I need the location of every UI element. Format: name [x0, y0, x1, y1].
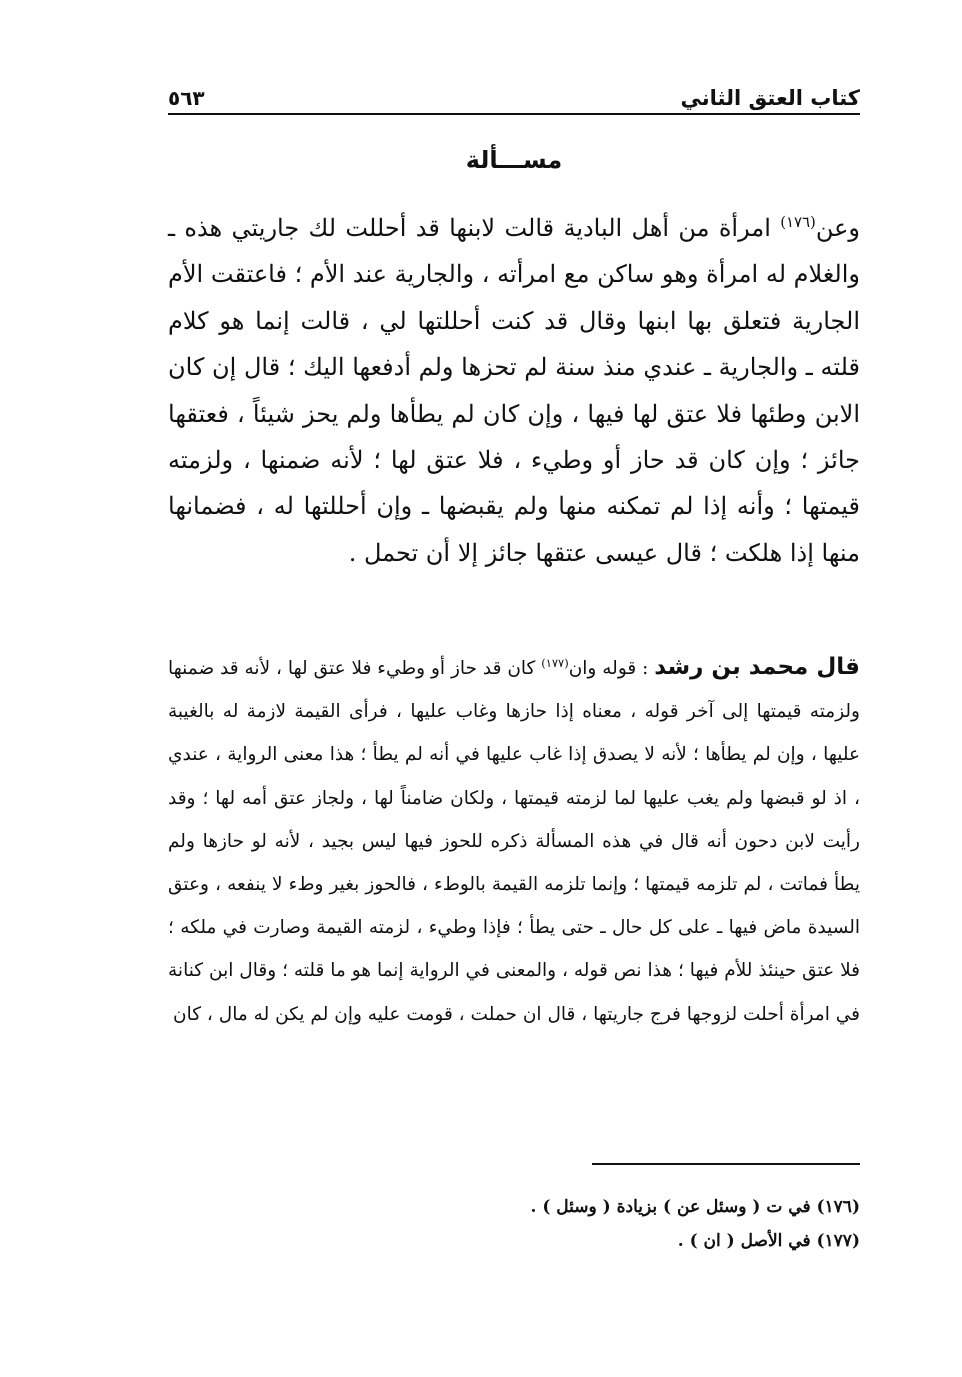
page-number: ٥٦٣ — [168, 86, 205, 110]
footnote-text: في ت ( وسئل عن ) بزيادة ( وسئل ) . — [530, 1197, 817, 1217]
footnote-ref-176: (١٧٦) — [780, 213, 816, 231]
footnote-number: (١٧٦) — [816, 1197, 860, 1217]
header-rule — [168, 113, 860, 115]
paragraph-1-text: امرأة من أهل البادية قالت لابنها قد أحللت لك جاريتي هذه ـ والغلام له امرأة وهو ساكن مع امرأته ، والجارية عند الأم ؛ فاعتقت الأم الجارية فتعلق بها ابنها وقال قد كنت أحللتها لي ، قالت إنما هو كلام قلته ـ والجارية ـ عندي منذ سنة لم تحزها ولم أدفعها اليك ؛ قال إن كان الابن وطئها فلا عتق لها فيها ، وإن كان لم يطأها ولم يحز شيئاً ، فعتقها جائز ؛ وإن كان قد حاز أو وطيء ، فلا عتق لها ؛ لأنه ضمنها ، ولزمته قيمتها ؛ وأنه إذا لم تمكنه منها ولم يقبضها ـ وإن أحللتها له ، فضمانها منها إذا هلكت ؛ قال عيسى عتقها جائز إلا أن تحمل . — [168, 214, 861, 567]
speaker-name: قال محمد بن رشد — [654, 654, 860, 680]
paragraph-1-lead: وعن — [815, 214, 860, 242]
footnote-ref-177: (١٧٧) — [541, 655, 569, 670]
footnote-176 — [168, 1190, 860, 1224]
paragraph-1 — [168, 205, 860, 576]
paragraph-2 — [168, 646, 860, 1036]
footnote-text: في الأصل ( ان ) . — [677, 1231, 817, 1251]
page-header — [168, 72, 860, 112]
running-title: كتاب العتق الثاني — [680, 86, 860, 110]
section-heading: مســـألة — [465, 146, 563, 174]
paragraph-2-lead: : قوله وان — [568, 658, 655, 679]
footnote-number: (١٧٧) — [816, 1231, 860, 1251]
paragraph-2-text: كان قد حاز أو وطيء فلا عتق لها ، لأنه قد ضمنها ولزمته قيمتها إلى آخر قوله ، معناه إذا حازها وغاب عليها ، فرأى القيمة لازمة له بالغيبة عليها ، وإن لم يطأها ؛ لأنه لا يصدق إذا غاب عليها في أنه لم يطأ ؛ هذا معنى الرواية ، عندي ، اذ لو قبضها ولم يغب عليها لما لزمته قيمتها ، ولكان ضامناً لها ، ولجاز عتق أمه لها ؛ وقد رأيت لابن دحون أنه قال في هذه المسألة ذكره للحوز فيها ليس بجيد ، لأنه لو حازها ولم يطأ فماتت ، لم تلزمه قيمتها ؛ وإنما تلزمه القيمة بالوطء ، فالحوز بغير وطء لا ينفعه ، وعتق السيدة ماض فيها ـ على كل حال ـ حتى يطأ ؛ فإذا وطيء ، لزمته القيمة وصارت في ملكه ؛ فلا عتق حينئذ للأم فيها ؛ هذا نص قوله ، والمعنى في الرواية إنما هو ما قلته ؛ وقال ابن كنانة في امرأة أحلت لزوجها فرج جاريتها ، قال ان حملت ، قومت عليه وإن لم يكن له مال ، كان — [168, 658, 860, 1025]
footnote-rule — [592, 1163, 860, 1165]
footnotes — [168, 1190, 860, 1258]
footnote-177 — [168, 1224, 860, 1258]
